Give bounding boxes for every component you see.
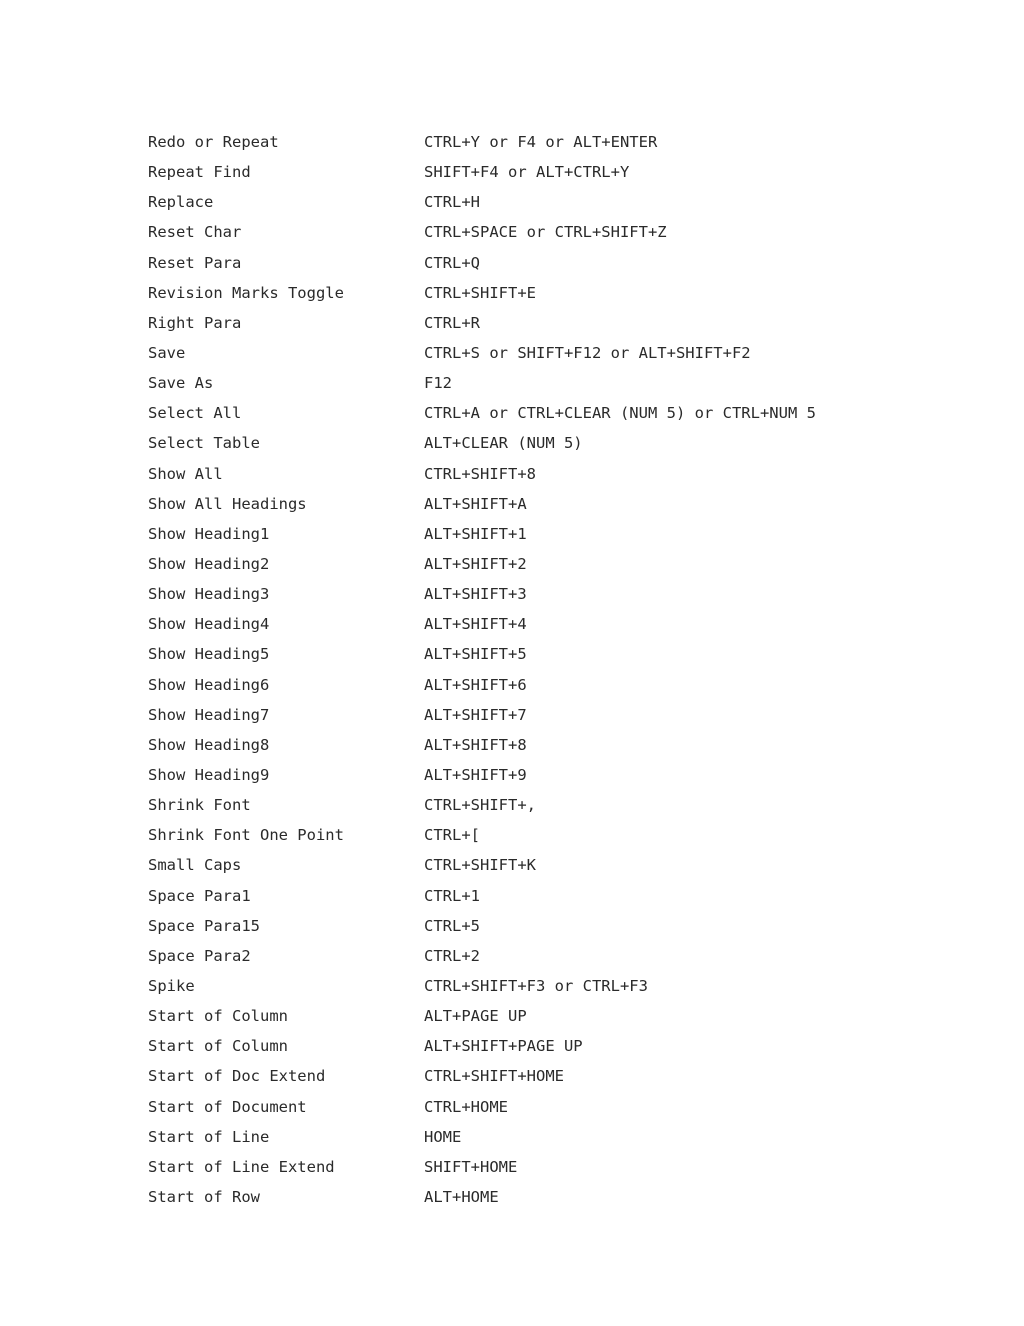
shortcut-command: Show All <box>148 464 223 483</box>
shortcut-command: Show Heading4 <box>148 615 270 634</box>
shortcut-command: Space Para15 <box>148 916 260 935</box>
shortcut-command: Reset Char <box>148 223 242 242</box>
shortcut-keys: ALT+SHIFT+8 <box>424 735 527 754</box>
shortcut-keys: ALT+SHIFT+A <box>424 494 527 513</box>
shortcut-command: Show Heading8 <box>148 735 270 754</box>
shortcut-keys: SHIFT+HOME <box>424 1157 518 1176</box>
shortcut-command: Right Para <box>148 313 242 332</box>
shortcut-command: Start of Column <box>148 1007 288 1026</box>
shortcut-command: Small Caps <box>148 856 242 875</box>
shortcut-row <box>148 850 988 880</box>
shortcut-keys: CTRL+H <box>424 193 480 212</box>
shortcut-command: Show All Headings <box>148 494 307 513</box>
shortcut-keys: ALT+PAGE UP <box>424 1007 527 1026</box>
shortcut-row <box>148 700 988 730</box>
shortcut-row <box>148 278 988 308</box>
shortcut-command: Save <box>148 344 186 363</box>
shortcut-command: Start of Line <box>148 1127 270 1146</box>
shortcut-keys: CTRL+A or CTRL+CLEAR (NUM 5) or CTRL+NUM 5 <box>424 404 816 423</box>
shortcut-command: Space Para2 <box>148 946 251 965</box>
shortcut-command: Revision Marks Toggle <box>148 283 344 302</box>
shortcut-keys: ALT+SHIFT+7 <box>424 705 527 724</box>
shortcut-row <box>148 790 988 820</box>
shortcut-row <box>148 1001 988 1031</box>
shortcut-command: Show Heading3 <box>148 585 270 604</box>
shortcut-keys: CTRL+SHIFT+HOME <box>424 1067 564 1086</box>
shortcut-list <box>148 127 988 1212</box>
shortcut-row <box>148 971 988 1001</box>
shortcut-keys: CTRL+SHIFT+8 <box>424 464 536 483</box>
shortcut-command: Start of Column <box>148 1037 288 1056</box>
shortcut-command: Start of Doc Extend <box>148 1067 326 1086</box>
shortcut-command: Show Heading6 <box>148 675 270 694</box>
shortcut-row <box>148 459 988 489</box>
shortcut-keys: ALT+SHIFT+6 <box>424 675 527 694</box>
shortcut-row <box>148 1031 988 1061</box>
shortcut-keys: CTRL+SHIFT+F3 or CTRL+F3 <box>424 977 648 995</box>
shortcut-command: Spike <box>148 977 195 995</box>
shortcut-row <box>148 820 988 850</box>
shortcut-row <box>148 730 988 760</box>
shortcut-row <box>148 428 988 458</box>
shortcut-row <box>148 489 988 519</box>
shortcut-command: Start of Line Extend <box>148 1157 335 1176</box>
shortcut-keys: ALT+SHIFT+PAGE UP <box>424 1037 583 1056</box>
shortcut-keys: F12 <box>424 374 452 393</box>
shortcut-row <box>148 127 988 157</box>
shortcut-keys: CTRL+SHIFT+, <box>424 796 536 815</box>
shortcut-command: Replace <box>148 193 214 212</box>
shortcut-keys: CTRL+2 <box>424 946 480 965</box>
shortcut-command: Shrink Font One Point <box>148 826 344 845</box>
shortcut-row <box>148 519 988 549</box>
shortcut-command: Show Heading5 <box>148 645 270 664</box>
shortcut-row <box>148 157 988 187</box>
shortcut-row <box>148 1122 988 1152</box>
shortcut-command: Space Para1 <box>148 886 251 905</box>
shortcut-row <box>148 549 988 579</box>
shortcut-keys: CTRL+[ <box>424 826 480 845</box>
shortcut-command: Show Heading7 <box>148 705 270 724</box>
shortcut-keys: ALT+CLEAR (NUM 5) <box>424 434 583 453</box>
shortcut-keys: CTRL+S or SHIFT+F12 or ALT+SHIFT+F2 <box>424 344 751 363</box>
shortcut-row <box>148 639 988 669</box>
shortcut-keys: ALT+SHIFT+2 <box>424 555 527 574</box>
shortcut-command: Show Heading1 <box>148 524 270 543</box>
shortcut-keys: ALT+HOME <box>424 1187 499 1206</box>
shortcut-keys: HOME <box>424 1127 462 1146</box>
shortcut-row <box>148 308 988 338</box>
shortcut-keys: CTRL+R <box>424 313 480 332</box>
shortcut-row <box>148 941 988 971</box>
shortcut-command: Start of Row <box>148 1187 260 1206</box>
shortcut-row <box>148 187 988 217</box>
shortcut-row <box>148 1182 988 1212</box>
shortcut-keys: CTRL+5 <box>424 916 480 935</box>
shortcut-keys: CTRL+SPACE or CTRL+SHIFT+Z <box>424 223 667 242</box>
shortcut-command: Repeat Find <box>148 163 251 182</box>
shortcut-row <box>148 1061 988 1091</box>
shortcut-keys: SHIFT+F4 or ALT+CTRL+Y <box>424 163 630 182</box>
shortcut-row <box>148 760 988 790</box>
shortcut-keys: ALT+SHIFT+3 <box>424 585 527 604</box>
shortcut-keys: CTRL+SHIFT+E <box>424 283 536 302</box>
shortcut-keys: ALT+SHIFT+1 <box>424 524 527 543</box>
shortcut-row <box>148 248 988 278</box>
shortcut-row <box>148 217 988 247</box>
shortcut-keys: CTRL+Q <box>424 253 480 272</box>
shortcut-command: Save As <box>148 374 214 393</box>
shortcut-row <box>148 1152 988 1182</box>
shortcut-row <box>148 609 988 639</box>
shortcut-row <box>148 398 988 428</box>
shortcut-command: Show Heading9 <box>148 766 270 785</box>
shortcut-keys: ALT+SHIFT+5 <box>424 645 527 664</box>
shortcut-keys: CTRL+SHIFT+K <box>424 856 536 875</box>
shortcut-row <box>148 579 988 609</box>
shortcut-command: Show Heading2 <box>148 555 270 574</box>
shortcut-command: Select All <box>148 404 242 423</box>
shortcut-row <box>148 881 988 911</box>
shortcut-keys: CTRL+1 <box>424 886 480 905</box>
shortcut-row <box>148 1092 988 1122</box>
shortcut-command: Select Table <box>148 434 260 453</box>
shortcut-command: Shrink Font <box>148 796 251 815</box>
shortcut-row <box>148 338 988 368</box>
shortcut-keys: ALT+SHIFT+9 <box>424 766 527 785</box>
shortcut-row <box>148 670 988 700</box>
shortcut-keys: ALT+SHIFT+4 <box>424 615 527 634</box>
shortcut-row <box>148 911 988 941</box>
shortcut-row <box>148 368 988 398</box>
shortcut-keys: CTRL+Y or F4 or ALT+ENTER <box>424 133 658 152</box>
shortcut-command: Reset Para <box>148 253 242 272</box>
shortcut-command: Start of Document <box>148 1097 307 1116</box>
shortcut-command: Redo or Repeat <box>148 133 279 152</box>
shortcut-keys: CTRL+HOME <box>424 1097 508 1116</box>
